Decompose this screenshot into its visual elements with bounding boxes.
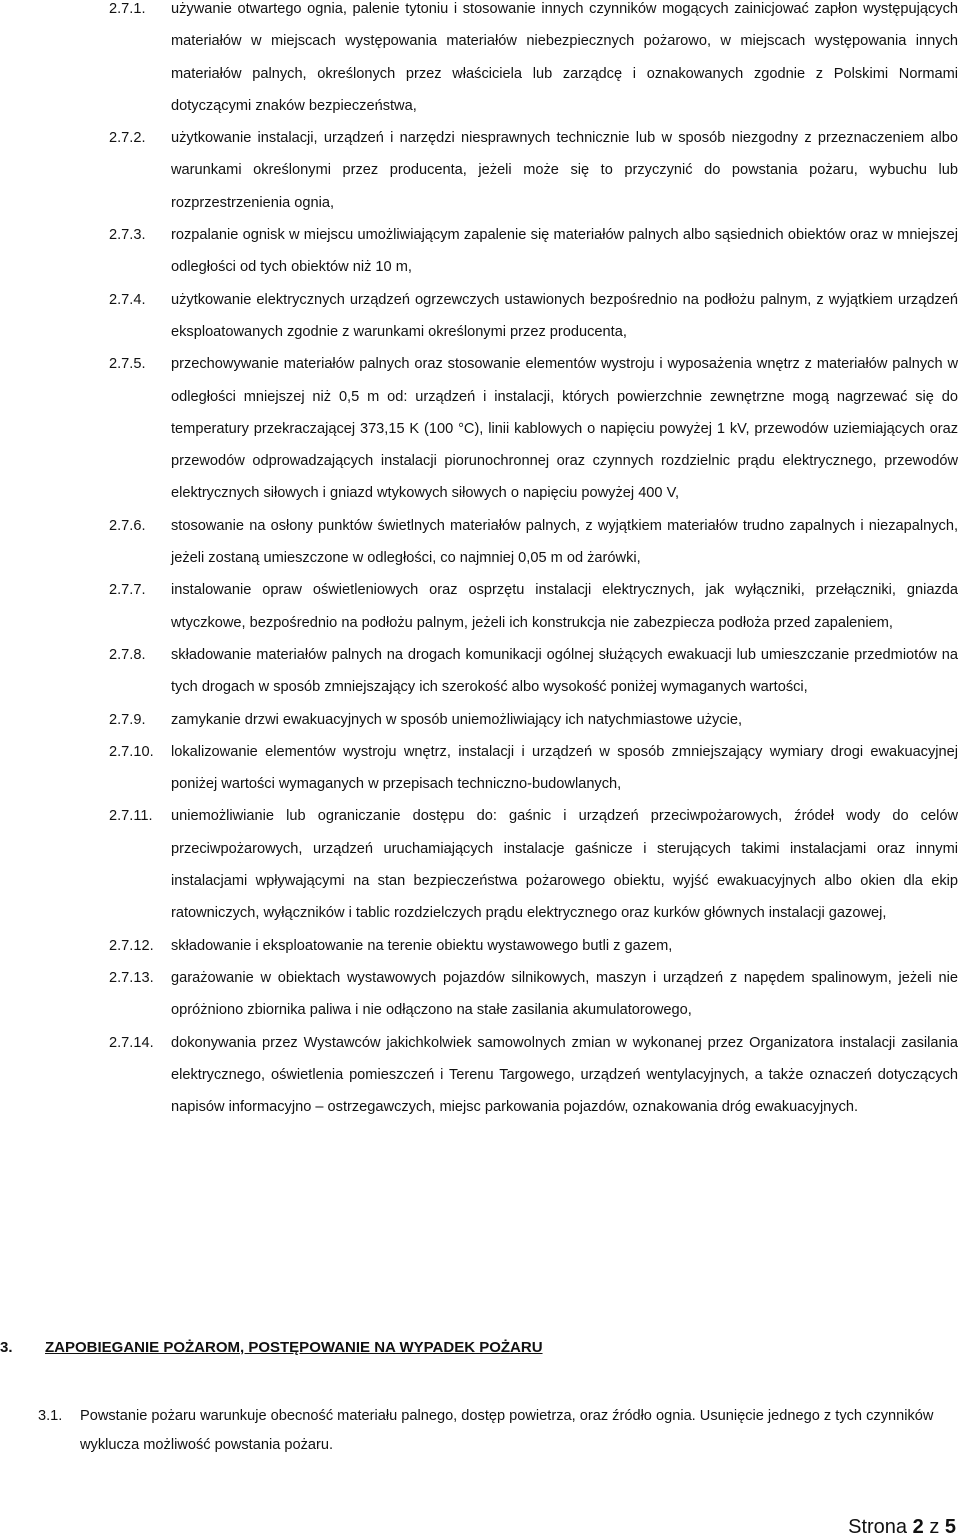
item-text: użytkowanie elektrycznych urządzeń ogrzewczych ustawionych bezpośrednio na podłożu palnym, z wyjątkiem urządzeń eksploatowanych zgodnie z warunkami określonymi przez producenta,: [171, 291, 958, 340]
list-item: [109, 800, 958, 929]
item-number: 2.7.12.: [109, 937, 154, 954]
item-text: składowanie i eksploatowanie na terenie obiektu wystawowego butli z gazem,: [171, 937, 673, 954]
item-number: 2.7.6.: [109, 517, 146, 534]
item-number: 2.7.8.: [109, 646, 146, 663]
item-number: 2.7.3.: [109, 227, 146, 244]
item-text: użytkowanie instalacji, urządzeń i narzędzi niesprawnych technicznie lub w sposób niezgodny z przeznaczeniem albo warunkami określonymi przez producenta, jeżeli może się to przyczynić do powstania pożaru, wybuchu lub rozprzestrzenienia ognia,: [171, 130, 958, 211]
item-number: 2.7.4.: [109, 291, 146, 308]
footer-total-pages: 5: [944, 1516, 956, 1538]
list-item: [109, 122, 958, 219]
list-item: [109, 1027, 958, 1124]
list-item: [109, 639, 958, 704]
item-number: 2.7.10.: [109, 743, 154, 760]
section-title: ZAPOBIEGANIE POŻAROM, POSTĘPOWANIE NA WYPADEK POŻARU: [45, 1339, 543, 1356]
item-text: lokalizowanie elementów wystroju wnętrz, instalacji i urządzeń w sposób zmniejszający wymiary drogi ewakuacyjnej poniżej wartości wymaganych w przepisach techniczno-budowlanych,: [171, 743, 958, 793]
footer-separator: z: [929, 1516, 940, 1538]
list-item: [109, 284, 958, 349]
list-item: [109, 574, 958, 639]
item-text: instalowanie opraw oświetleniowych oraz osprzętu instalacji elektrycznych, jak wyłączniki, przełączniki, gniazda wtyczkowe, bezpośrednio na podłożu palnym, jeżeli ich konstrukcja nie zabezpiecza podłoża przed zapaleniem,: [171, 582, 958, 631]
item-number: 2.7.11.: [109, 808, 153, 825]
list-item: [109, 930, 958, 962]
item-text: rozpalanie ognisk w miejscu umożliwiającym zapalenie się materiałów palnych albo sąsiednich obiektów oraz w mniejszej odległości od tych obiektów niż 10 m,: [171, 227, 958, 276]
footer-page-number: 2: [912, 1516, 924, 1538]
subsection-paragraph: [38, 1402, 958, 1460]
list-item: [109, 962, 958, 1027]
item-number: 2.7.2.: [109, 130, 146, 147]
item-number: 2.7.13.: [109, 969, 154, 986]
item-number: 2.7.9.: [109, 711, 146, 728]
item-text: używanie otwartego ognia, palenie tytoniu i stosowanie innych czynników mogących zainicjować zapłon występujących materiałów w miejscach występowania materiałów niebezpiecznych pożarowo, w miejscach występowania innych materiałów palnych, określonych przez właściciela lub zarządcę i oznakowanych zgodnie z Polskimi Normami dotyczącymi znaków bezpieczeństwa,: [171, 1, 958, 114]
item-text: uniemożliwianie lub ograniczanie dostępu do: gaśnic i urządzeń przeciwpożarowych, źródeł wody do celów przeciwpożarowych, urządzeń uruchamiających instalacje gaśnicze i sterujących takimi instalacjami oraz innymi instalacjami wpływającymi na stan bezpieczeństwa pożarowego obiektu, wyjść ewakuacyjnych albo okien dla ekip ratowniczych, wyłączników i tablic rozdzielczych prądu elektrycznego oraz kurków głównych instalacji gazowej,: [171, 808, 958, 922]
item-number: 2.7.14.: [109, 1034, 154, 1051]
list-item: [109, 348, 958, 509]
footer-prefix: Strona: [848, 1516, 908, 1538]
item-text: przechowywanie materiałów palnych oraz stosowanie elementów wystroju i wyposażenia wnętrz z materiałów palnych w odległości mniejszej niż 0,5 m od: urządzeń i instalacji, których powierzchnie zewnętrzne mogą nagrzewać się do temperatury przekraczającej 373,15 K (100 °C), linii kablowych o napięciu powyżej 1 kV, przewodów uziemiających oraz przewodów odprowadzających instalacji piorunochronnej oraz czynnych rozdzielnic prądu elektrycznego, przewodów elektrycznych siłowych i gniazd wtykowych siłowych o napięciu powyżej 400 V,: [171, 356, 958, 502]
item-number: 2.7.7.: [109, 582, 146, 599]
item-number: 2.7.1.: [109, 1, 146, 17]
item-number: 2.7.5.: [109, 356, 146, 373]
item-text: zamykanie drzwi ewakuacyjnych w sposób uniemożliwiający ich natychmiastowe użycie,: [171, 711, 743, 728]
subsection-text: Powstanie pożaru warunkuje obecność materiału palnego, dostęp powietrza, oraz źródło ognia. Usunięcie jednego z tych czynników wyklucza możliwość powstania pożaru.: [80, 1408, 934, 1453]
item-text: składowanie materiałów palnych na drogach komunikacji ogólnej służących ewakuacji lub umieszczanie przedmiotów na tych drogach w sposób zmniejszający ich szerokość albo wysokość poniżej wymaganych wartości,: [171, 646, 958, 696]
item-text: stosowanie na osłony punktów świetlnych materiałów palnych, z wyjątkiem materiałów trudno zapalnych i niezapalnych, jeżeli zostaną umieszczone w odległości, co najmniej 0,05 m od żarówki,: [171, 517, 958, 567]
prohibitions-list: [109, 0, 958, 1123]
list-item: [109, 0, 958, 122]
list-item: [109, 510, 958, 575]
list-item: [109, 219, 958, 284]
subsection-number: 3.1.: [38, 1408, 63, 1424]
item-text: dokonywania przez Wystawców jakichkolwiek samowolnych zmian w wykonanej przez Organizatora instalacji zasilania elektrycznego, oświetlenia pomieszczeń i Terenu Targowego, urządzeń wentylacyjnych, a także oznaczeń dotyczących napisów informacyjno – ostrzegawczych, miejsc parkowania pojazdów, oznakowania dróg ewakuacyjnych.: [171, 1034, 958, 1116]
section-number: 3.: [0, 1339, 13, 1356]
list-item: [109, 736, 958, 801]
page-footer: [848, 1515, 956, 1539]
item-text: garażowanie w obiektach wystawowych pojazdów silnikowych, maszyn i urządzeń z napędem spalinowym, jeżeli nie opróżniono zbiornika paliwa i nie odłączono na stałe zasilania akumulatorowego,: [171, 969, 958, 1019]
list-item: [109, 704, 958, 736]
